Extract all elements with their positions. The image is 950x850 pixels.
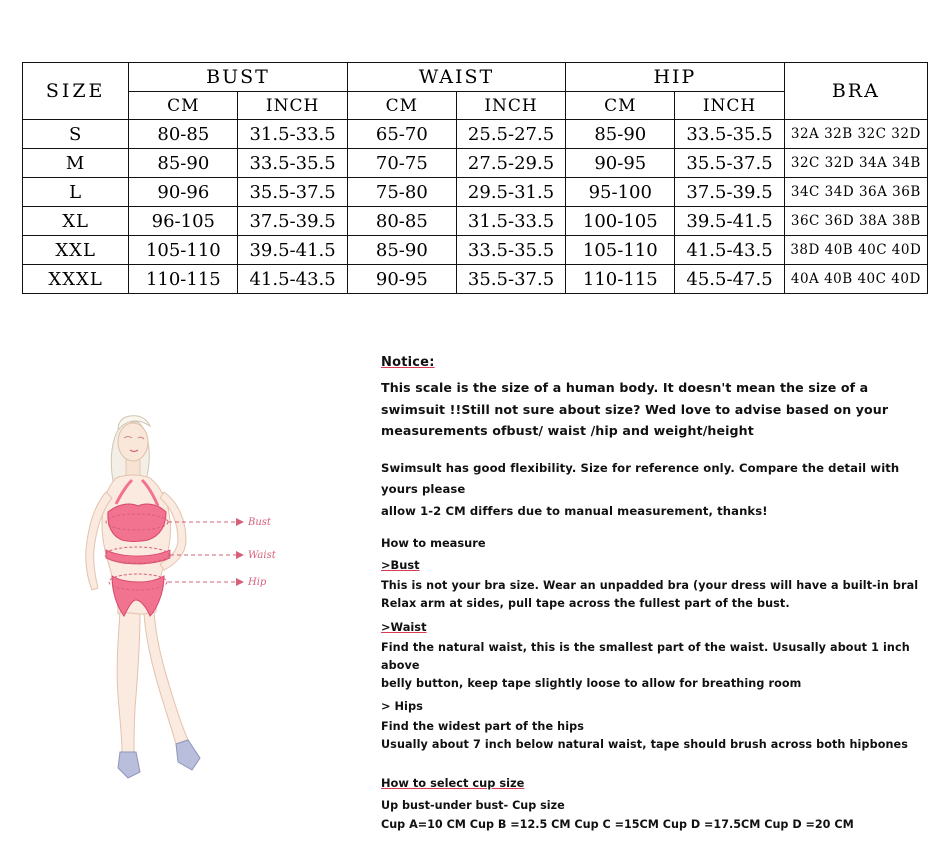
cell-hip-inch: 35.5-37.5 [675,149,784,178]
cell-bust-cm: 85-90 [129,149,238,178]
cell-size: M [23,149,129,178]
cell-size: L [23,178,129,207]
header-unit-bust-inch: INCH [238,92,347,120]
cell-bra: 32A 32B 32C 32D [784,120,927,149]
female-figure-svg [60,400,360,820]
shoe-right-icon [176,740,200,770]
waist-section [381,620,926,693]
cell-waist-cm: 65-70 [347,120,456,149]
hips-section-heading: > Hips [381,698,423,713]
leg-right [144,612,188,744]
header-group-waist: WAIST [347,63,565,92]
cell-waist-cm: 75-80 [347,178,456,207]
cell-bust-inch: 35.5-37.5 [238,178,347,207]
callout-label-hip: Hip [248,577,267,588]
waist-section-heading: >Waist [381,619,427,634]
cell-bra: 34C 34D 36A 36B [784,178,927,207]
header-group-bust: BUST [129,63,347,92]
cell-waist-inch: 27.5-29.5 [456,149,565,178]
bust-arrow-icon [236,518,244,526]
cell-bra: 32C 32D 34A 34B [784,149,927,178]
bust-section-heading: >Bust [381,558,420,573]
measurement-illustration [60,400,360,820]
waist-line-1: Find the natural waist, this is the smallest part of the waist. Ususally about 1 inch above [381,640,910,672]
callout-label-bust: Bust [248,517,271,528]
size-chart-table [22,62,928,294]
notice-title: Notice: [381,355,435,370]
cell-hip-inch: 41.5-43.5 [675,236,784,265]
cell-hip-cm: 95-100 [566,178,675,207]
cell-bra: 40A 40B 40C 40D [784,265,927,294]
cell-hip-inch: 39.5-41.5 [675,207,784,236]
header-unit-hip-cm: CM [566,92,675,120]
cell-bust-cm: 80-85 [129,120,238,149]
cell-waist-inch: 25.5-27.5 [456,120,565,149]
cell-size: XL [23,207,129,236]
cell-hip-cm: 105-110 [566,236,675,265]
table-row [23,120,928,149]
head [118,423,148,461]
cell-waist-cm: 70-75 [347,149,456,178]
cell-bust-inch: 37.5-39.5 [238,207,347,236]
cell-hip-inch: 37.5-39.5 [675,178,784,207]
header-bra: BRA [784,63,927,120]
cup-size-title: How to select cup size [381,776,525,791]
cell-bust-inch: 39.5-41.5 [238,236,347,265]
cell-bust-cm: 96-105 [129,207,238,236]
hips-section [381,699,926,754]
cell-hip-cm: 85-90 [566,120,675,149]
waist-line-2: belly button, keep tape slightly loose to allow for breathing room [381,676,802,690]
cell-bra: 38D 40B 40C 40D [784,236,927,265]
notice-panel [381,355,926,834]
waist-arrow-icon [236,551,244,559]
bust-section [381,558,926,613]
cup-line-1: Up bust-under bust- Cup size [381,799,565,813]
header-group-hip: HIP [566,63,784,92]
flexibility-line-2: allow 1-2 CM differs due to manual measurement, thanks! [381,503,768,518]
cell-hip-inch: 45.5-47.5 [675,265,784,294]
flexibility-note [381,458,926,522]
cell-waist-cm: 90-95 [347,265,456,294]
cell-hip-cm: 100-105 [566,207,675,236]
cell-waist-inch: 35.5-37.5 [456,265,565,294]
table-row [23,236,928,265]
notice-lead-line-1: This scale is the size of a human body. It doesn't mean the size of a [381,380,869,395]
cell-waist-inch: 29.5-31.5 [456,178,565,207]
cell-bra: 36C 36D 38A 38B [784,207,927,236]
cell-bust-inch: 33.5-35.5 [238,149,347,178]
table-row [23,149,928,178]
cell-waist-cm: 80-85 [347,207,456,236]
table-header-row-groups [23,63,928,92]
cell-waist-cm: 85-90 [347,236,456,265]
header-unit-hip-inch: INCH [675,92,784,120]
cell-size: XXXL [23,265,129,294]
cell-bust-inch: 31.5-33.5 [238,120,347,149]
notice-lead-line-3: measurements ofbust/ waist /hip and weight/height [381,423,754,439]
header-unit-bust-cm: CM [129,92,238,120]
size-chart-container [22,62,928,294]
table-row [23,207,928,236]
cell-size: XXL [23,236,129,265]
cell-bust-cm: 105-110 [129,236,238,265]
cell-size: S [23,120,129,149]
cell-waist-inch: 31.5-33.5 [456,207,565,236]
hips-line-1: Find the widest part of the hips [381,719,585,733]
hip-arrow-icon [236,578,244,586]
hips-line-2: Usually about 7 inch below natural waist, tape should brush across both hipbones [381,738,908,752]
bust-line-2: Relax arm at sides, pull tape across the fullest part of the bust. [381,597,790,611]
how-to-measure-title: How to measure [381,536,486,551]
leg-left [117,612,140,752]
bust-line-1: This is not your bra size. Wear an unpadded bra (your dress will have a built-in bral [381,579,919,593]
cell-bust-cm: 110-115 [129,265,238,294]
header-unit-waist-cm: CM [347,92,456,120]
header-size: SIZE [23,63,129,120]
cell-hip-inch: 33.5-35.5 [675,120,784,149]
cell-hip-cm: 90-95 [566,149,675,178]
flexibility-line-1: Swimsult has good flexibility. Size for reference only. Compare the detail with yours please [381,460,900,497]
cell-bust-inch: 41.5-43.5 [238,265,347,294]
shoe-left-icon [118,752,140,778]
notice-lead [381,377,926,442]
notice-lead-line-2: swimsuit !!Still not sure about size? Wed love to advise based on your [381,401,889,417]
table-row [23,265,928,294]
header-unit-waist-inch: INCH [456,92,565,120]
table-row [23,178,928,207]
cell-hip-cm: 110-115 [566,265,675,294]
callout-label-waist: Waist [248,550,276,561]
cell-waist-inch: 33.5-35.5 [456,236,565,265]
cup-line-2: Cup A=10 CM Cup B =12.5 CM Cup C =15CM Cup D =17.5CM Cup D =20 CM [381,818,854,832]
cell-bust-cm: 90-96 [129,178,238,207]
